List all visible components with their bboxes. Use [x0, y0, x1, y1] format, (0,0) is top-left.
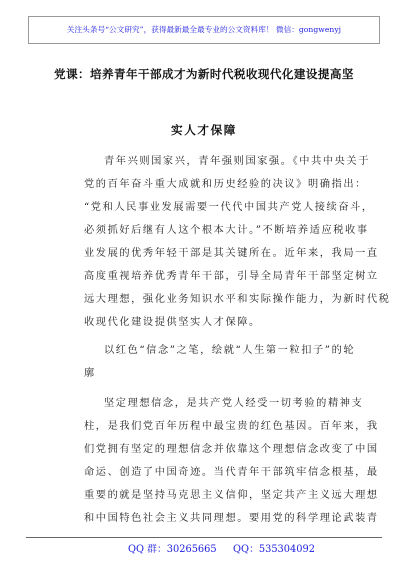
section-heading-line: 以红色“信念”之笔，绘就“人生第一粒扣子”的轮 [104, 345, 356, 356]
qq-contact-text: QQ：535304092 [233, 544, 315, 555]
paragraph-intro [84, 150, 391, 334]
paragraph-line: 必须抓好后继有人这个根本大计。”不断培养适应税收事 [84, 225, 369, 236]
paragraph-line: “党和人民事业发展需要一代代中国共产党人接续奋斗， [84, 202, 374, 213]
paragraph-line: 业发展的优秀年轻干部是其关键所在。近年来，我局一直 [84, 248, 379, 259]
qq-group-text: QQ 群：30265665 [128, 544, 217, 555]
footer-divider [26, 537, 382, 538]
paragraph-line: 青年兴则国家兴，青年强则国家强。《中共中央关于 [104, 156, 371, 167]
paragraph-line: 收现代化建设提供坚实人才保障。 [84, 317, 261, 328]
paragraph-line: 坚定理想信念，是共产党人经受一切考验的精神支 [104, 398, 364, 409]
paragraph-line: 远大理想，强化业务知识水平和实际操作能力，为新时代税 [84, 294, 391, 305]
header-banner [28, 16, 380, 44]
paragraph-line: 柱，是我们党百年历程中最宝贵的红色基因。百年来，我 [84, 421, 379, 432]
paragraph-line: 和中国特色社会主义共同理想。要用党的科学理论武装青 [84, 513, 379, 524]
header-text: 关注头条号“公文研究”，获得最新最全最专业的公文资料库！ 微信：gongwenyj [66, 25, 342, 34]
paragraph-line: 命运、创造了中国奇迹。当代青年干部筑牢信念根基，最 [84, 467, 379, 478]
paragraph-line: 重要的就是坚持马克思主义信仰，坚定共产主义远大理想 [84, 490, 379, 501]
section-heading-line: 廓 [84, 368, 96, 379]
section-heading [84, 339, 356, 385]
paragraph-line: 高度重视培养优秀青年干部，引导全局青年干部坚定树立 [84, 271, 379, 282]
document-title-continued: 实人才保障 [171, 123, 237, 137]
paragraph-line: 党的百年奋斗重大成就和历史经验的决议》明确指出： [84, 179, 367, 190]
document-title: 党课：培养青年干部成才为新时代税收现代化建设提高坚 [54, 67, 354, 81]
paragraph-line: 们党拥有坚定的理想信念并依靠这个理想信念改变了中国 [84, 444, 379, 455]
footer [0, 541, 408, 555]
paragraph-body [84, 392, 379, 530]
